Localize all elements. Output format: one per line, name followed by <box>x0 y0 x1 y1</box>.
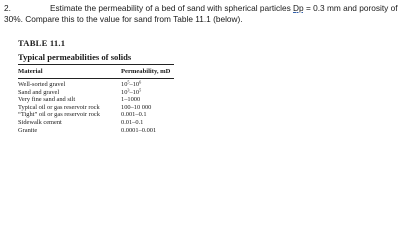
dp-symbol: Dp <box>293 3 304 13</box>
problem-number: 2. <box>4 3 11 13</box>
table-body <box>18 81 174 134</box>
problem-line-2: 30%. Compare this to the value for sand from Table 11.1 (below). <box>4 14 243 25</box>
column-header-permeability: Permeability, mD <box>121 68 171 75</box>
permeability-cell: 0.0001–0.001 <box>121 126 157 134</box>
table-header-rule <box>18 78 174 79</box>
material-cell: Sidewalk cement <box>18 118 62 126</box>
table-row <box>18 127 174 135</box>
table-row <box>18 119 174 127</box>
table-header-row <box>18 66 174 78</box>
material-cell: Sand and gravel <box>18 88 60 96</box>
permeability-cell: 0.001–0.1 <box>121 111 147 119</box>
permeability-cell: $10^3-10^5$ <box>121 87 142 96</box>
table-top-rule <box>18 64 174 65</box>
table-number: TABLE 11.1 <box>18 38 66 48</box>
permeability-cell: 100–10 000 <box>121 103 152 111</box>
table-row <box>18 111 174 119</box>
table-caption: Typical permeabilities of solids <box>18 52 132 62</box>
material-cell: “Tight” oil or gas reservoir rock <box>18 111 100 119</box>
problem-text-start: Estimate the permeability of a bed of sand with spherical particles <box>50 3 294 13</box>
column-header-material: Material <box>18 68 43 75</box>
material-cell: Well-sorted gravel <box>18 81 66 88</box>
material-cell: Granite <box>18 126 38 134</box>
table-row <box>18 89 174 97</box>
material-cell: Typical oil or gas reservoir rock <box>18 103 100 111</box>
material-cell: Very fine sand and silt <box>18 96 76 104</box>
table-row <box>18 81 174 89</box>
table-row <box>18 104 174 112</box>
permeability-cell: 1–1000 <box>121 96 141 104</box>
permeability-cell: 0.01–0.1 <box>121 118 144 126</box>
problem-line-1 <box>50 3 398 14</box>
problem-text-end: = 0.3 mm and porosity of <box>303 3 398 13</box>
permeability-table <box>18 38 174 134</box>
permeability-cell: $10^5-10^6$ <box>121 79 142 88</box>
table-row <box>18 96 174 104</box>
